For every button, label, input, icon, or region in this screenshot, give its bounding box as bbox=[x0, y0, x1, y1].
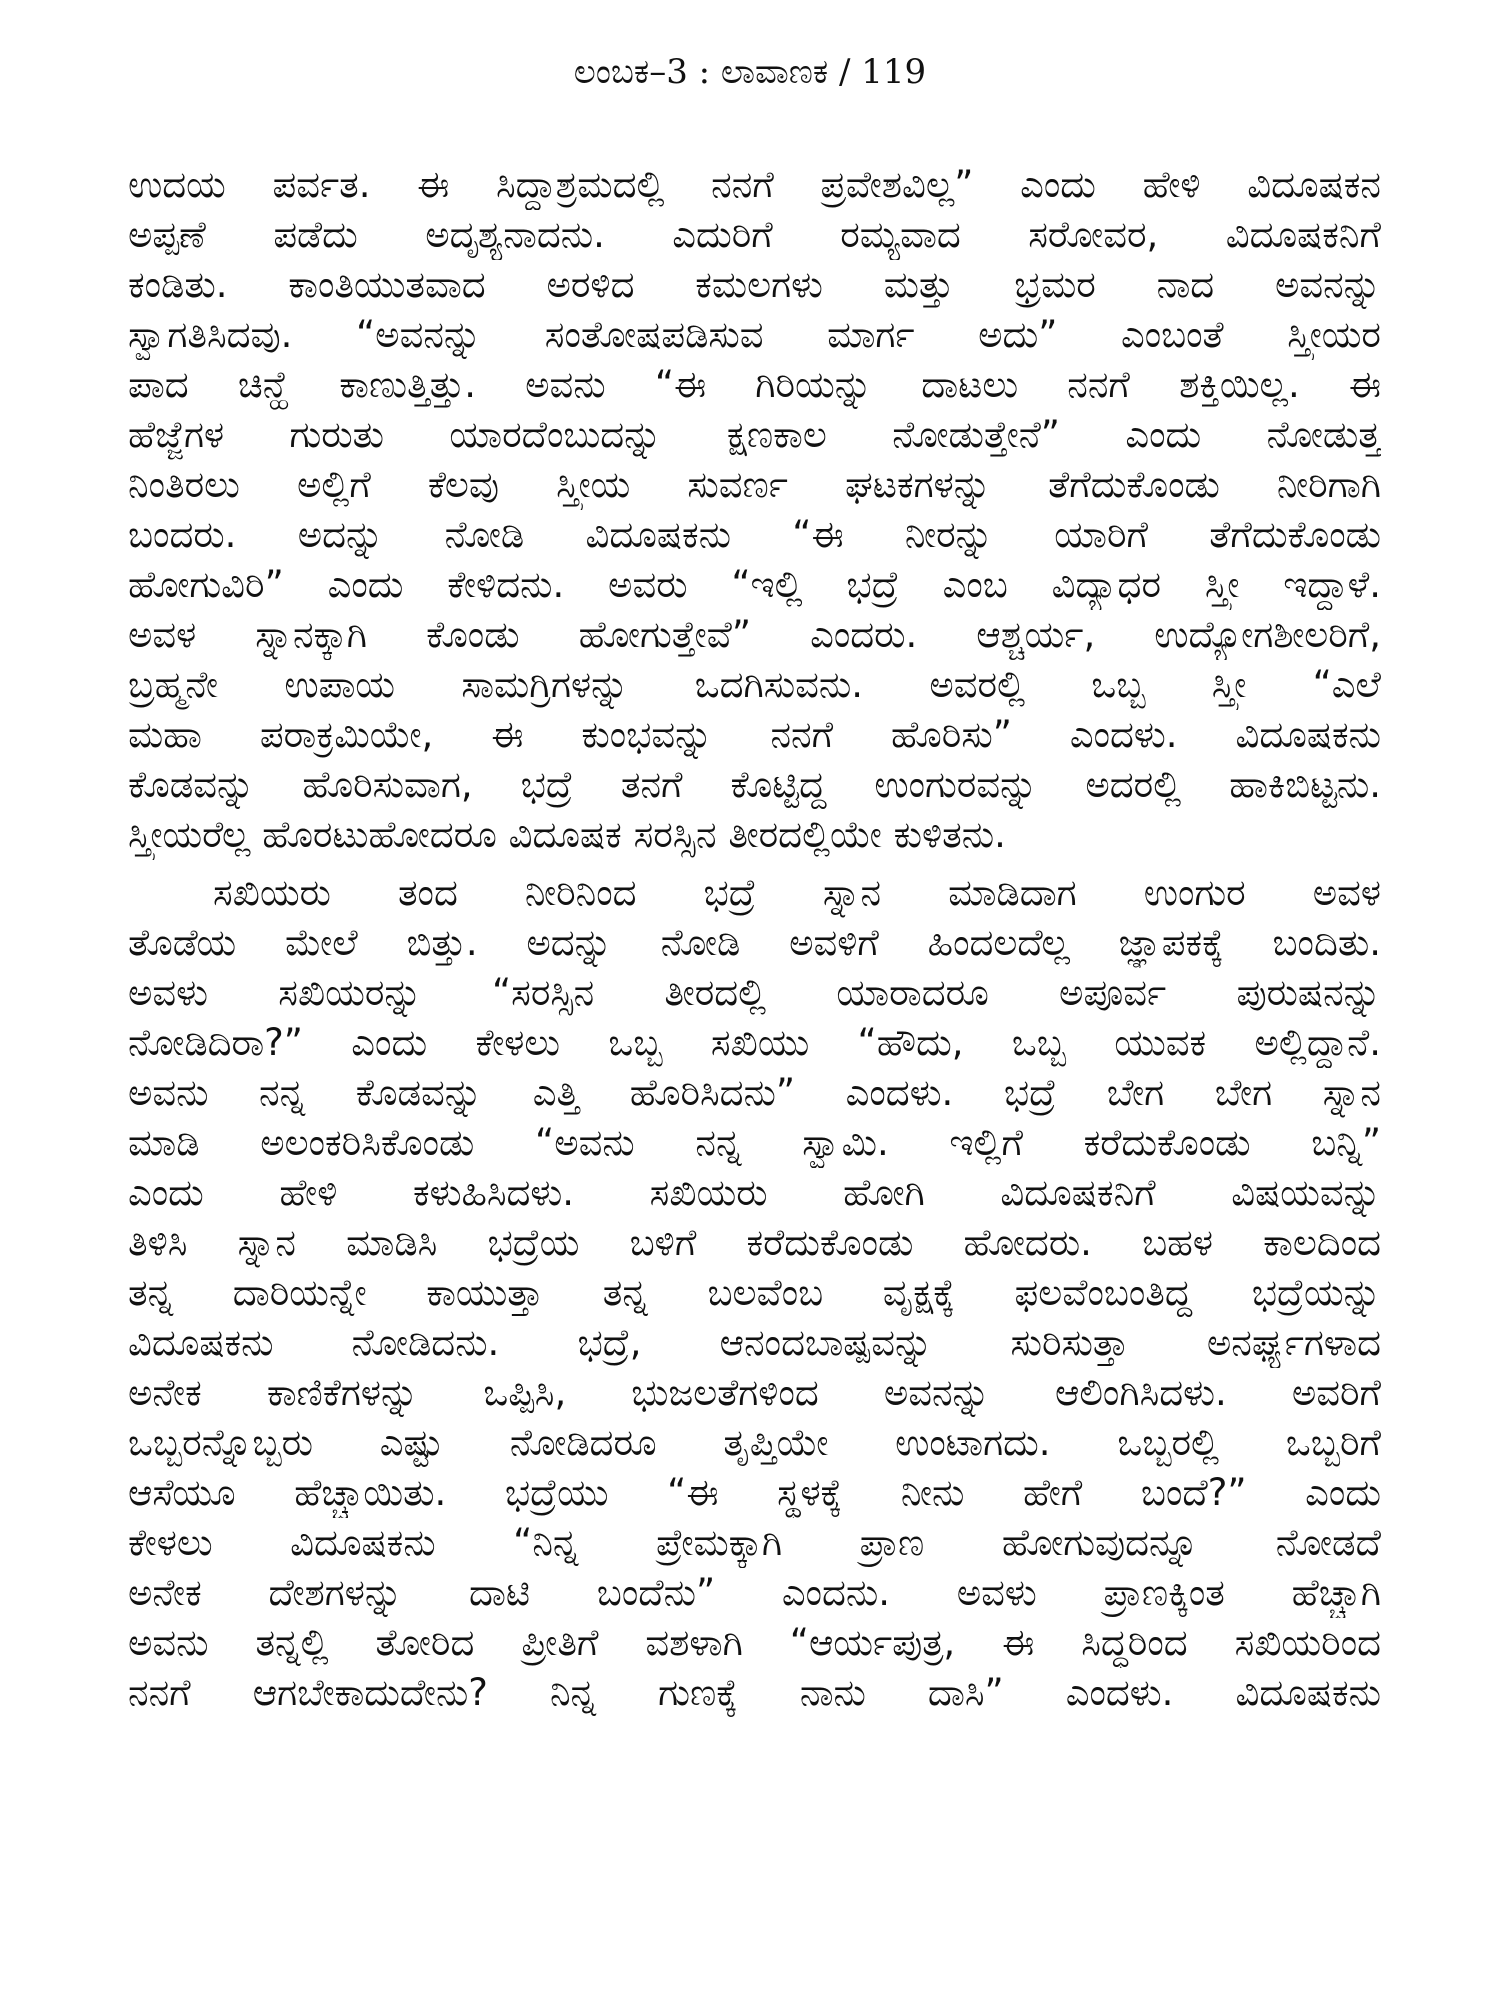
text-line: ತೊಡೆಯ ಮೇಲೆ ಬಿತ್ತು. ಅದನ್ನು ನೋಡಿ ಅವಳಿಗೆ ಹಿಂದಲದೆಲ್ಲ ಜ್ಞಾಪಕಕ್ಕೆ ಬಂದಿತು. bbox=[128, 921, 1381, 964]
text-line: ಕೊಡವನ್ನು ಹೊರಿಸುವಾಗ, ಭದ್ರೆ ತನಗೆ ಕೊಟ್ಟಿದ್ದ ಉಂಗುರವನ್ನು ಅದರಲ್ಲಿ ಹಾಕಿಬಿಟ್ಟನು. bbox=[128, 763, 1381, 806]
text-line: ಸ್ವಾಗತಿಸಿದವು. “ಅವನನ್ನು ಸಂತೋಷಪಡಿಸುವ ಮಾರ್ಗ ಅದು” ಎಂಬಂತೆ ಸ್ತ್ರೀಯರ bbox=[128, 313, 1381, 356]
paragraph bbox=[128, 868, 1381, 1718]
text-line: ಮಹಾ ಪರಾಕ್ರಮಿಯೇ, ಈ ಕುಂಭವನ್ನು ನನಗೆ ಹೊರಿಸು” ಎಂದಳು. ವಿದೂಷಕನು bbox=[128, 713, 1381, 756]
text-line: ಅವಳು ಸಖಿಯರನ್ನು “ಸರಸ್ಸಿನ ತೀರದಲ್ಲಿ ಯಾರಾದರೂ ಅಪೂರ್ವ ಪುರುಷನನ್ನು bbox=[128, 971, 1381, 1014]
text-line: ಅವಳ ಸ್ನಾನಕ್ಕಾಗಿ ಕೊಂಡು ಹೋಗುತ್ತೇವೆ” ಎಂದರು. ಆಶ್ಚರ್ಯ, ಉದ್ಯೋಗಶೀಲರಿಗೆ, bbox=[128, 613, 1381, 656]
text-line: ವಿದೂಷಕನು ನೋಡಿದನು. ಭದ್ರೆ, ಆನಂದಬಾಷ್ಪವನ್ನು ಸುರಿಸುತ್ತಾ ಅನರ್ಘ್ಯಗಳಾದ bbox=[128, 1321, 1381, 1364]
text-line: ಅವನು ನನ್ನ ಕೊಡವನ್ನು ಎತ್ತಿ ಹೊರಿಸಿದನು” ಎಂದಳು. ಭದ್ರೆ ಬೇಗ ಬೇಗ ಸ್ನಾನ bbox=[128, 1071, 1381, 1114]
text-line: ಅನೇಕ ದೇಶಗಳನ್ನು ದಾಟಿ ಬಂದೆನು” ಎಂದನು. ಅವಳು ಪ್ರಾಣಕ್ಕಿಂತ ಹೆಚ್ಚಾಗಿ bbox=[128, 1571, 1381, 1614]
text-line: ಆಸೆಯೂ ಹೆಚ್ಚಾಯಿತು. ಭದ್ರೆಯು “ಈ ಸ್ಥಳಕ್ಕೆ ನೀನು ಹೇಗೆ ಬಂದೆ?” ಎಂದು bbox=[128, 1471, 1381, 1514]
text-line: ಕಂಡಿತು. ಕಾಂತಿಯುತವಾದ ಅರಳಿದ ಕಮಲಗಳು ಮತ್ತು ಭ್ರಮರ ನಾದ ಅವನನ್ನು bbox=[128, 263, 1381, 306]
body-text bbox=[128, 160, 1381, 1718]
running-head bbox=[0, 52, 1500, 92]
text-line: ಪಾದ ಚಿನ್ಹೆ ಕಾಣುತ್ತಿತ್ತು. ಅವನು “ಈ ಗಿರಿಯನ್ನು ದಾಟಲು ನನಗೆ ಶಕ್ತಿಯಿಲ್ಲ. ಈ bbox=[128, 363, 1381, 406]
header-separator: / bbox=[839, 52, 851, 92]
text-line: ಅವನು ತನ್ನಲ್ಲಿ ತೋರಿದ ಪ್ರೀತಿಗೆ ವಶಳಾಗಿ “ಆರ್ಯಪುತ್ರ, ಈ ಸಿದ್ಧರಿಂದ ಸಖಿಯರಿಂದ bbox=[128, 1621, 1381, 1664]
text-line: ಬಂದರು. ಅದನ್ನು ನೋಡಿ ವಿದೂಷಕನು “ಈ ನೀರನ್ನು ಯಾರಿಗೆ ತೆಗೆದುಕೊಂಡು bbox=[128, 513, 1381, 556]
text-line: ಬ್ರಹ್ಮನೇ ಉಪಾಯ ಸಾಮಗ್ರಿಗಳನ್ನು ಒದಗಿಸುವನು. ಅವರಲ್ಲಿ ಒಬ್ಬ ಸ್ತ್ರೀ “ಎಲೆ bbox=[128, 663, 1381, 706]
text-line: ಸ್ತ್ರೀಯರೆಲ್ಲ ಹೊರಟುಹೋದರೂ ವಿದೂಷಕ ಸರಸ್ಸಿನ ತೀರದಲ್ಲಿಯೇ ಕುಳಿತನು. bbox=[128, 813, 1006, 856]
text-line: ನೋಡಿದಿರಾ?” ಎಂದು ಕೇಳಲು ಒಬ್ಬ ಸಖಿಯು “ಹೌದು, ಒಬ್ಬ ಯುವಕ ಅಲ್ಲಿದ್ದಾನೆ. bbox=[128, 1021, 1381, 1064]
text-line: ಅಪ್ಪಣೆ ಪಡೆದು ಅದೃಶ್ಯನಾದನು. ಎದುರಿಗೆ ರಮ್ಯವಾದ ಸರೋವರ, ವಿದೂಷಕನಿಗೆ bbox=[128, 213, 1381, 256]
text-line: ಹೆಜ್ಜೆಗಳ ಗುರುತು ಯಾರದೆಂಬುದನ್ನು ಕ್ಷಣಕಾಲ ನೋಡುತ್ತೇನೆ” ಎಂದು ನೋಡುತ್ತ bbox=[128, 413, 1381, 456]
text-line: ಮಾಡಿ ಅಲಂಕರಿಸಿಕೊಂಡು “ಅವನು ನನ್ನ ಸ್ವಾಮಿ. ಇಲ್ಲಿಗೆ ಕರೆದುಕೊಂಡು ಬನ್ನಿ” bbox=[128, 1121, 1381, 1164]
section-title: ಲಂಬಕ–3 : ಲಾವಾಣಕ bbox=[573, 52, 829, 92]
text-line: ಕೇಳಲು ವಿದೂಷಕನು “ನಿನ್ನ ಪ್ರೇಮಕ್ಕಾಗಿ ಪ್ರಾಣ ಹೋಗುವುದನ್ನೂ ನೋಡದೆ bbox=[128, 1521, 1381, 1564]
page-number: 119 bbox=[861, 52, 927, 92]
text-line: ಅನೇಕ ಕಾಣಿಕೆಗಳನ್ನು ಒಪ್ಪಿಸಿ, ಭುಜಲತೆಗಳಿಂದ ಅವನನ್ನು ಆಲಿಂಗಿಸಿದಳು. ಅವರಿಗೆ bbox=[128, 1371, 1381, 1414]
text-line: ತನ್ನ ದಾರಿಯನ್ನೇ ಕಾಯುತ್ತಾ ತನ್ನ ಬಲವೆಂಬ ವೃಕ್ಷಕ್ಕೆ ಫಲವೆಂಬಂತಿದ್ದ ಭದ್ರೆಯನ್ನು bbox=[128, 1271, 1381, 1314]
paragraph-gap bbox=[128, 860, 1381, 868]
text-line: ತಿಳಿಸಿ ಸ್ನಾನ ಮಾಡಿಸಿ ಭದ್ರೆಯ ಬಳಿಗೆ ಕರೆದುಕೊಂಡು ಹೋದರು. ಬಹಳ ಕಾಲದಿಂದ bbox=[128, 1221, 1381, 1264]
text-line: ಒಬ್ಬರನ್ನೊಬ್ಬರು ಎಷ್ಟು ನೋಡಿದರೂ ತೃಪ್ತಿಯೇ ಉಂಟಾಗದು. ಒಬ್ಬರಲ್ಲಿ ಒಬ್ಬರಿಗೆ bbox=[128, 1421, 1381, 1464]
text-line: ಉದಯ ಪರ್ವತ. ಈ ಸಿದ್ಧಾಶ್ರಮದಲ್ಲಿ ನನಗೆ ಪ್ರವೇಶವಿಲ್ಲ” ಎಂದು ಹೇಳಿ ವಿದೂಷಕನ bbox=[128, 163, 1381, 206]
text-line: ಹೋಗುವಿರಿ” ಎಂದು ಕೇಳಿದನು. ಅವರು “ಇಲ್ಲಿ ಭದ್ರೆ ಎಂಬ ವಿದ್ಯಾಧರ ಸ್ತ್ರೀ ಇದ್ದಾಳೆ. bbox=[128, 563, 1381, 606]
text-line: ನನಗೆ ಆಗಬೇಕಾದುದೇನು? ನಿನ್ನ ಗುಣಕ್ಕೆ ನಾನು ದಾಸಿ” ಎಂದಳು. ವಿದೂಷಕನು bbox=[128, 1671, 1381, 1714]
text-line: ಎಂದು ಹೇಳಿ ಕಳುಹಿಸಿದಳು. ಸಖಿಯರು ಹೋಗಿ ವಿದೂಷಕನಿಗೆ ವಿಷಯವನ್ನು bbox=[128, 1171, 1381, 1214]
text-line: ಸಖಿಯರು ತಂದ ನೀರಿನಿಂದ ಭದ್ರೆ ಸ್ನಾನ ಮಾಡಿದಾಗ ಉಂಗುರ ಅವಳ bbox=[213, 871, 1381, 914]
paragraph bbox=[128, 160, 1381, 860]
text-line: ನಿಂತಿರಲು ಅಲ್ಲಿಗೆ ಕೆಲವು ಸ್ತ್ರೀಯ ಸುವರ್ಣ ಘಟಕಗಳನ್ನು ತೆಗೆದುಕೊಂಡು ನೀರಿಗಾಗಿ bbox=[128, 463, 1381, 506]
